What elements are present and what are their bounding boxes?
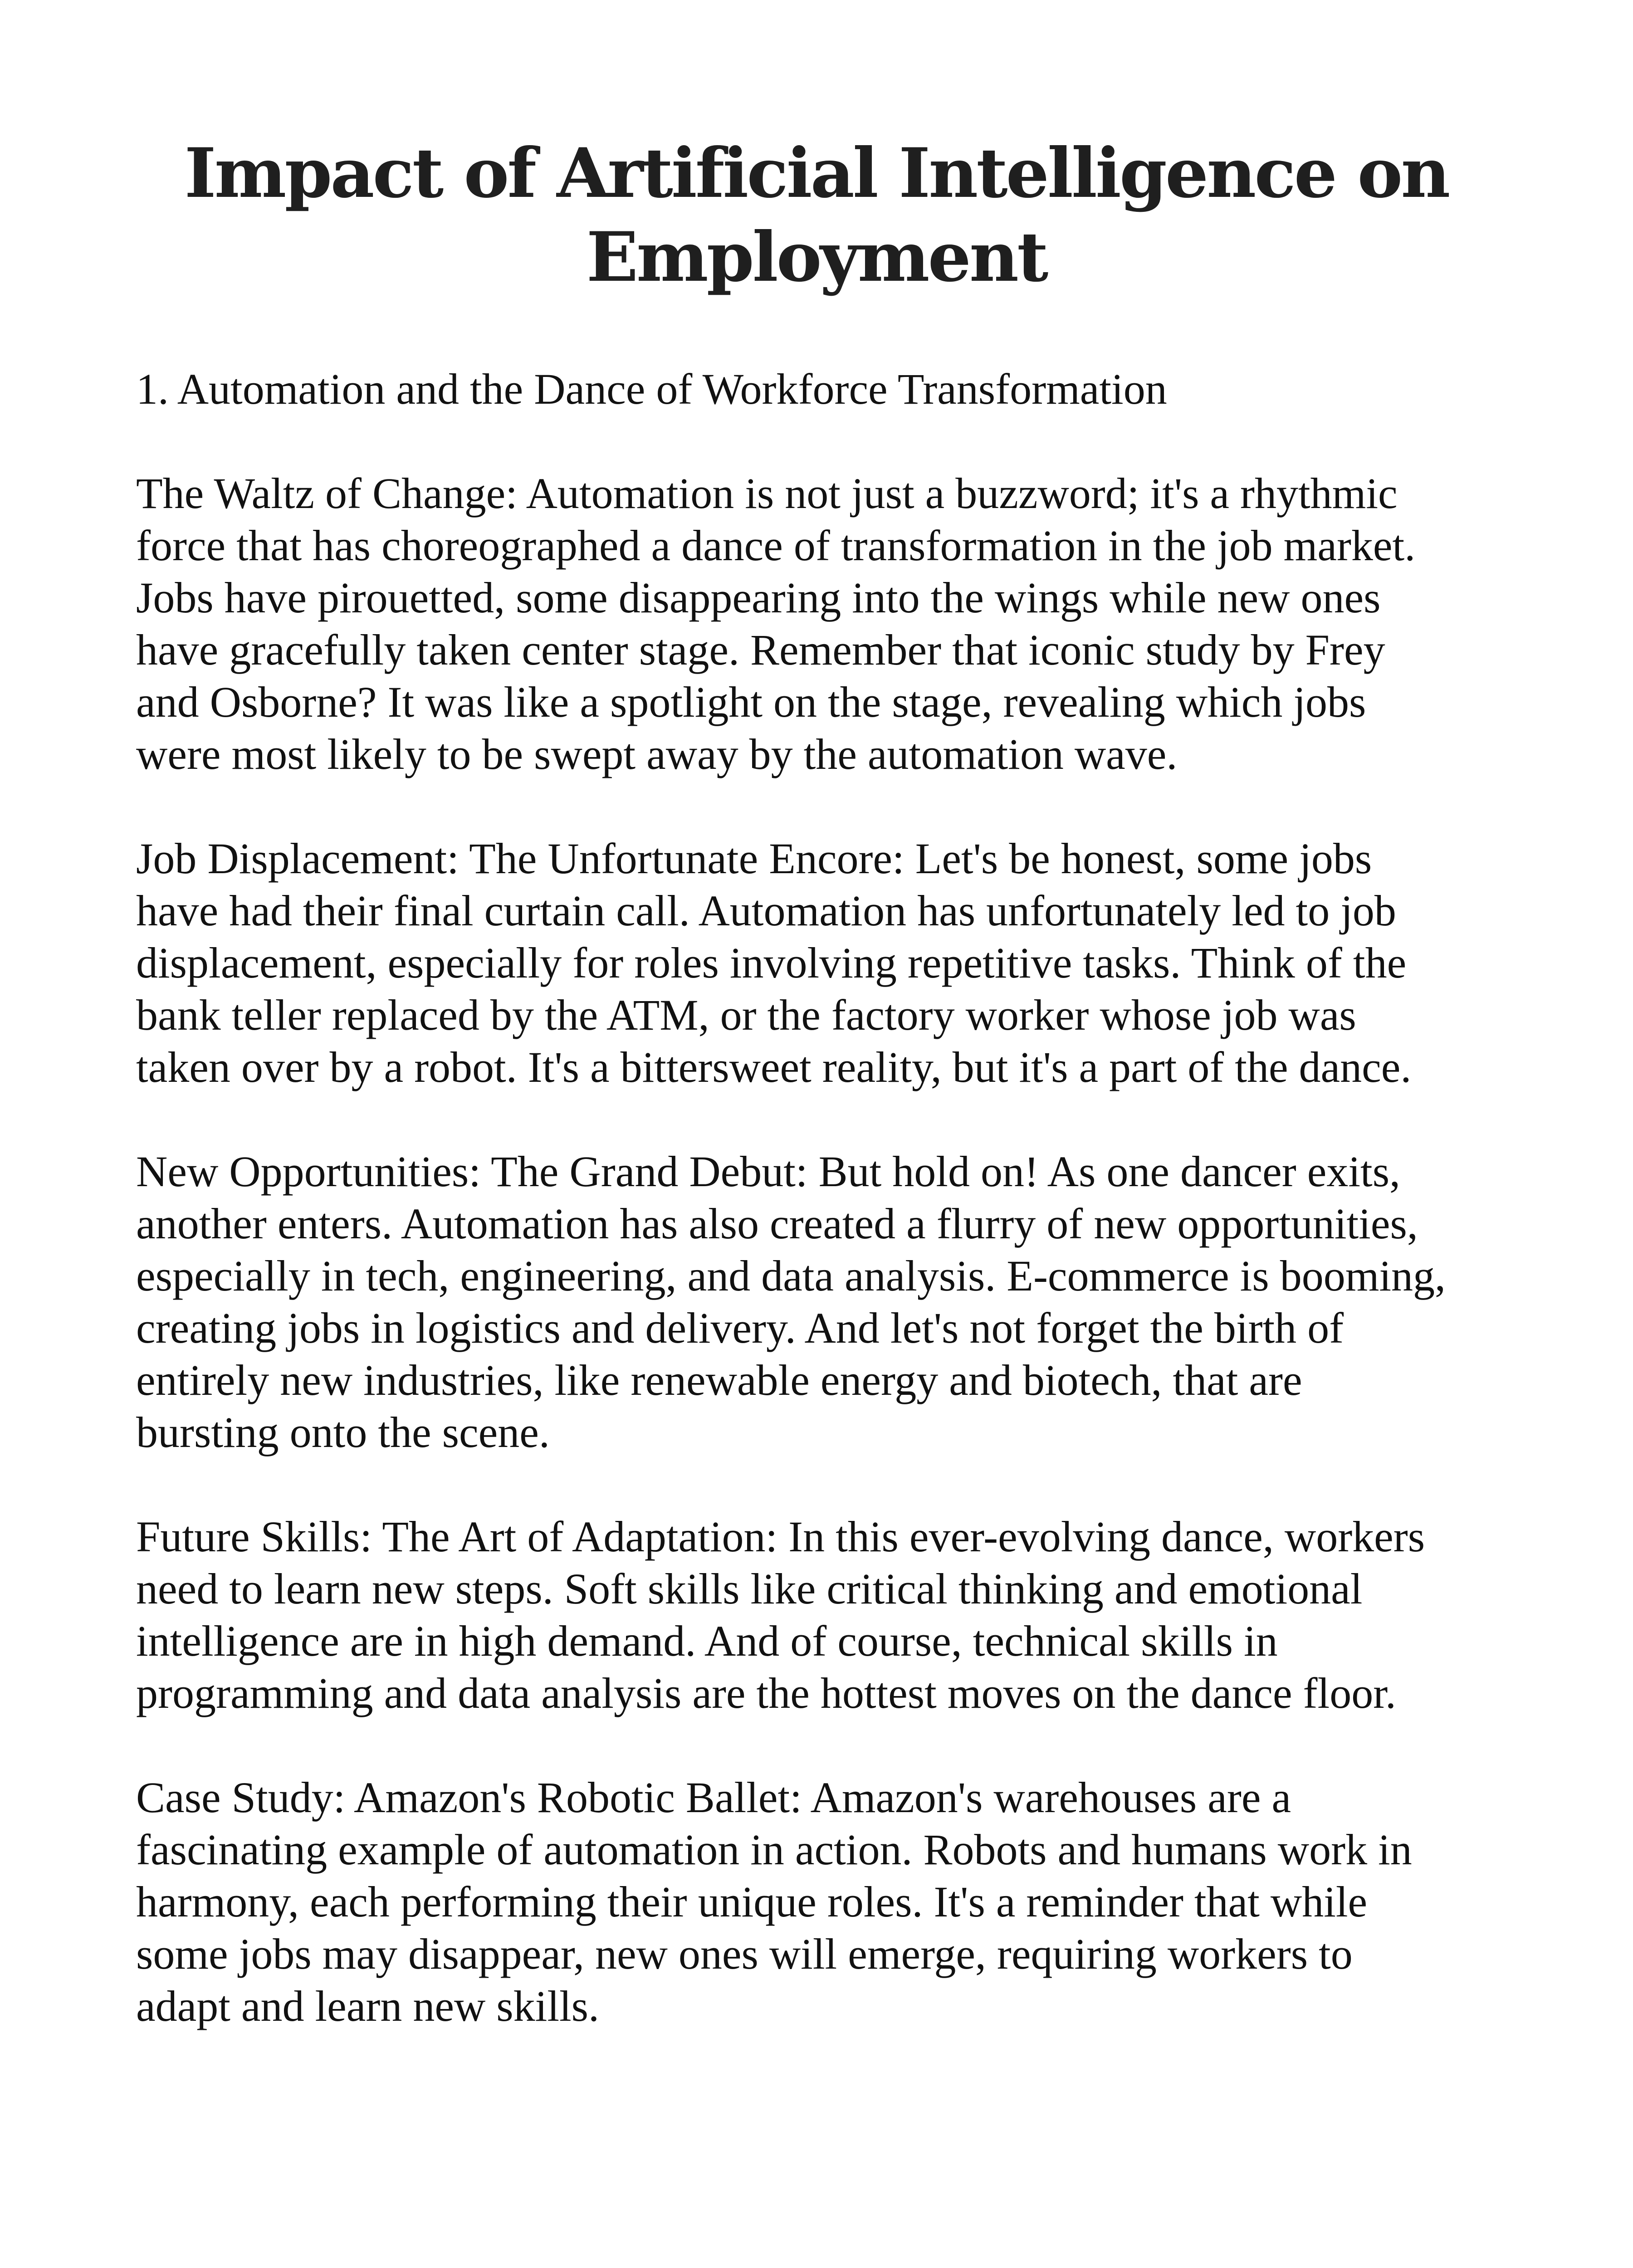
page-title: Impact of Artificial Intelligence on Employment [184, 133, 1449, 297]
paragraph-case-study: Case Study: Amazon's Robotic Ballet: Amazon's warehouses are a fascinating example of automation in action. Robots and humans work in harmony, each performing their unique roles. It's a reminder that while some jobs may disappear, new ones will emerge, requiring workers to adapt and learn new skills. [136, 1773, 1412, 2030]
paragraph-job-displacement: Job Displacement: The Unfortunate Encore: Let's be honest, some jobs have had their final curtain call. Automation has unfortunately led to job displacement, especially for roles involving repetitive tasks. Think of the bank teller replaced by the ATM, or the factory worker whose job was taken over by a robot. It's a bittersweet reality, but it's a part of the dance. [136, 834, 1412, 1091]
paragraph-new-opportunities: New Opportunities: The Grand Debut: But hold on! As one dancer exits, another enters. Automation has also created a flurry of new opportunities, especially in tech, engineering, and data analysis. E-commerce is booming, creating jobs in logistics and delivery. And let's not forget the birth of entirely new industries, like renewable energy and biotech, that are bursting onto the scene. [136, 1147, 1446, 1457]
document-body [136, 363, 1452, 2084]
paragraph-future-skills: Future Skills: The Art of Adaptation: In this ever-evolving dance, workers need to learn new steps. Soft skills like critical thinking and emotional intelligence are in high demand. And of course, technical skills in programming and data analysis are the hottest moves on the dance floor. [136, 1512, 1425, 1717]
paragraph-waltz-of-change: The Waltz of Change: Automation is not just a buzzword; it's a rhythmic force that has choreographed a dance of transformation in the job market. Jobs have pirouetted, some disappearing into the wings while new ones have gracefully taken center stage. Remember that iconic study by Frey and Osborne? It was like a spotlight on the stage, revealing which jobs were most likely to be swept away by the automation wave. [136, 469, 1416, 778]
section-heading: 1. Automation and the Dance of Workforce Transformation [136, 365, 1167, 413]
